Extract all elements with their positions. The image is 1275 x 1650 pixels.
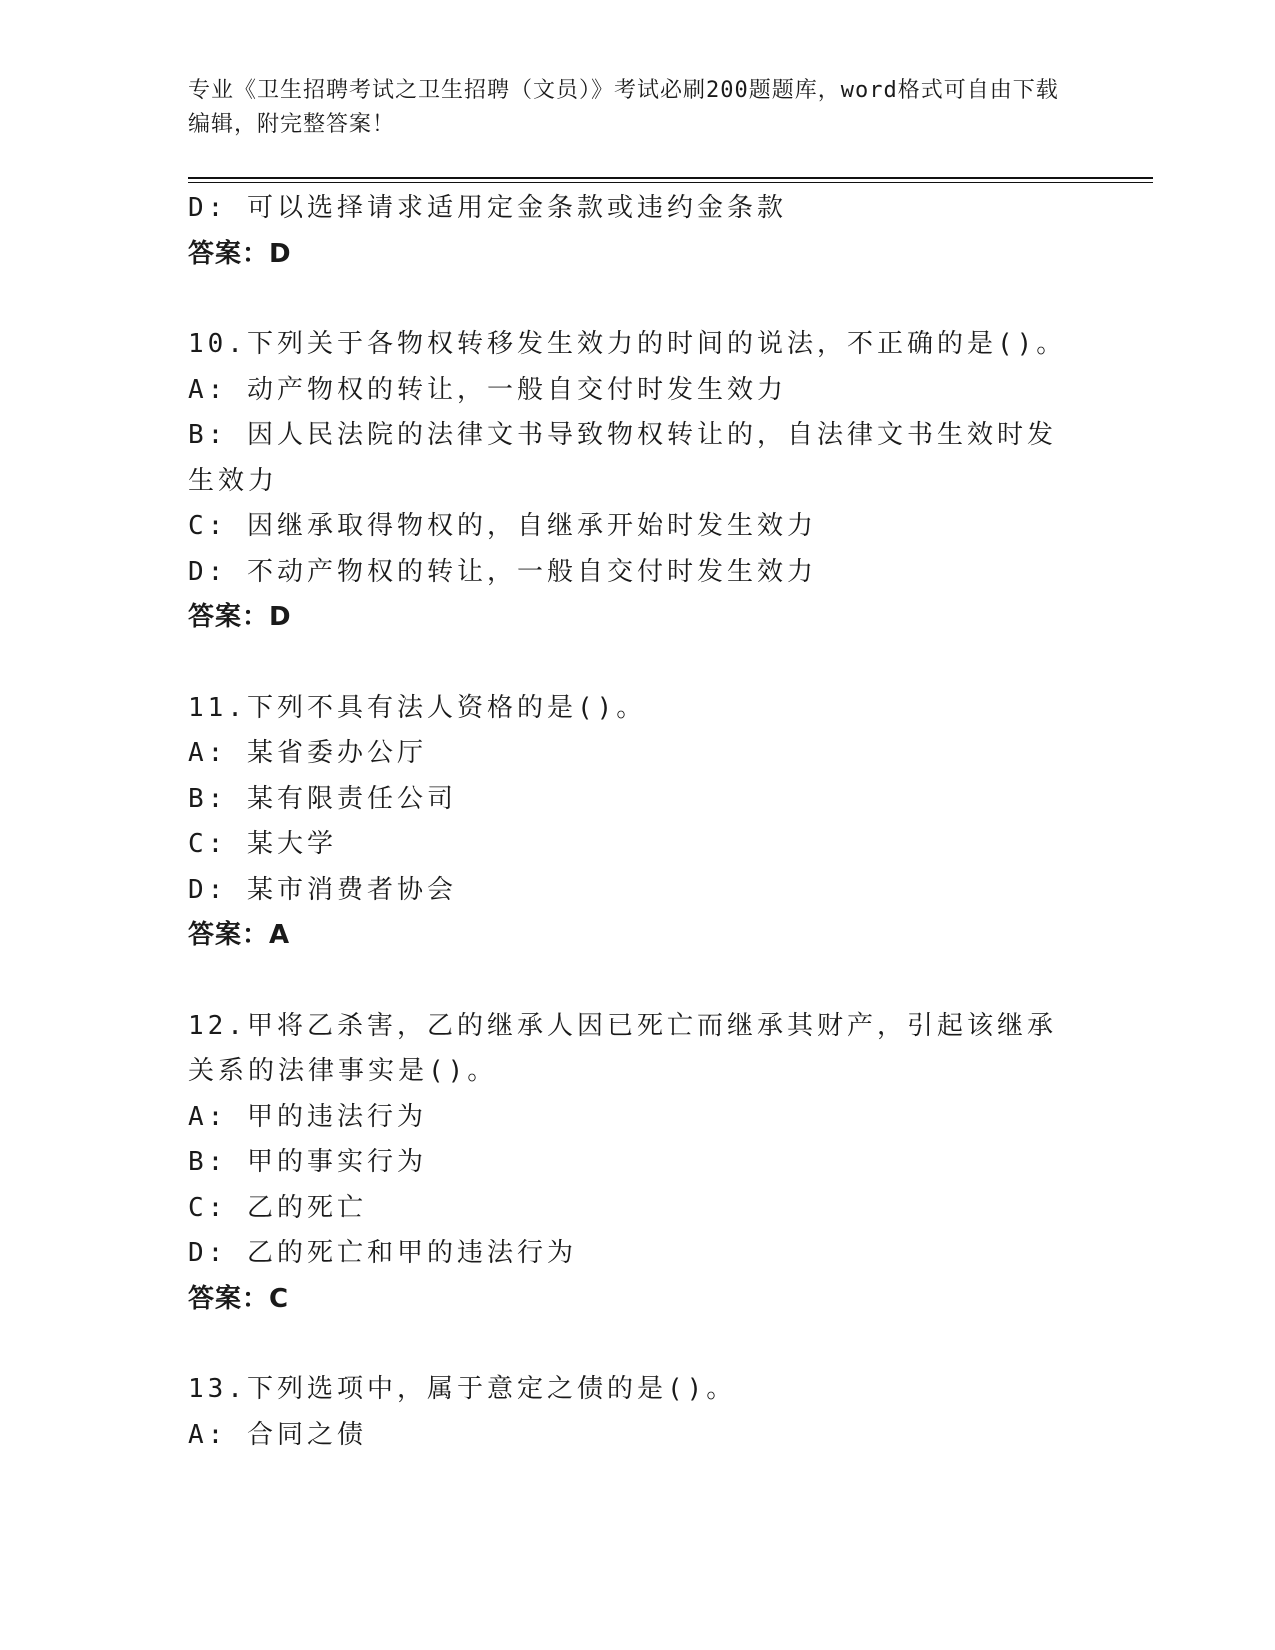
spacer bbox=[188, 1322, 1068, 1367]
option-b: B: 因人民法院的法律文书导致物权转让的，自法律文书生效时发生效力 bbox=[188, 420, 1057, 496]
question-13 bbox=[188, 1367, 1068, 1458]
option-a: A: 合同之债 bbox=[188, 1419, 367, 1450]
option-a: A: 某省委办公厅 bbox=[188, 738, 427, 768]
answer: 答案：A bbox=[188, 920, 291, 950]
option-c: C: 乙的死亡 bbox=[188, 1192, 367, 1223]
option-d: D: 不动产物权的转让，一般自交付时发生效力 bbox=[188, 556, 817, 587]
spacer bbox=[188, 641, 1068, 686]
question-11 bbox=[188, 686, 1068, 959]
option-b: B: 某有限责任公司 bbox=[188, 783, 457, 814]
header-divider-thin bbox=[188, 182, 1153, 183]
question-10 bbox=[188, 322, 1068, 641]
spacer bbox=[188, 277, 1068, 322]
option-c: C: 因继承取得物权的，自继承开始时发生效力 bbox=[188, 511, 817, 541]
option-d-prev: D: 可以选择请求适用定金条款或违约金条款 bbox=[188, 193, 787, 223]
header-divider-thick bbox=[188, 177, 1153, 179]
option-b: B: 甲的事实行为 bbox=[188, 1147, 427, 1177]
document-header: 专业《卫生招聘考试之卫生招聘（文员）》考试必刷200题题库，word格式可自由下载编辑，附完整答案！ bbox=[188, 78, 1059, 137]
spacer bbox=[188, 959, 1068, 1004]
option-a: A: 甲的违法行为 bbox=[188, 1101, 427, 1132]
option-a: A: 动产物权的转让，一般自交付时发生效力 bbox=[188, 374, 787, 405]
answer-prev: 答案：D bbox=[188, 238, 292, 269]
answer: 答案：C bbox=[188, 1283, 290, 1314]
question-stem: 11.下列不具有法人资格的是()。 bbox=[188, 692, 647, 723]
question-12 bbox=[188, 1004, 1068, 1323]
option-d: D: 乙的死亡和甲的违法行为 bbox=[188, 1238, 577, 1268]
question-stem: 13.下列选项中，属于意定之债的是()。 bbox=[188, 1374, 737, 1404]
option-d: D: 某市消费者协会 bbox=[188, 874, 457, 905]
option-c: C: 某大学 bbox=[188, 829, 337, 859]
answer: 答案：D bbox=[188, 602, 292, 632]
question-stem: 12.甲将乙杀害，乙的继承人因已死亡而继承其财产，引起该继承关系的法律事实是()。 bbox=[188, 1010, 1057, 1086]
question-content bbox=[188, 186, 1068, 1458]
question-stem: 10.下列关于各物权转移发生效力的时间的说法，不正确的是()。 bbox=[188, 329, 1067, 359]
